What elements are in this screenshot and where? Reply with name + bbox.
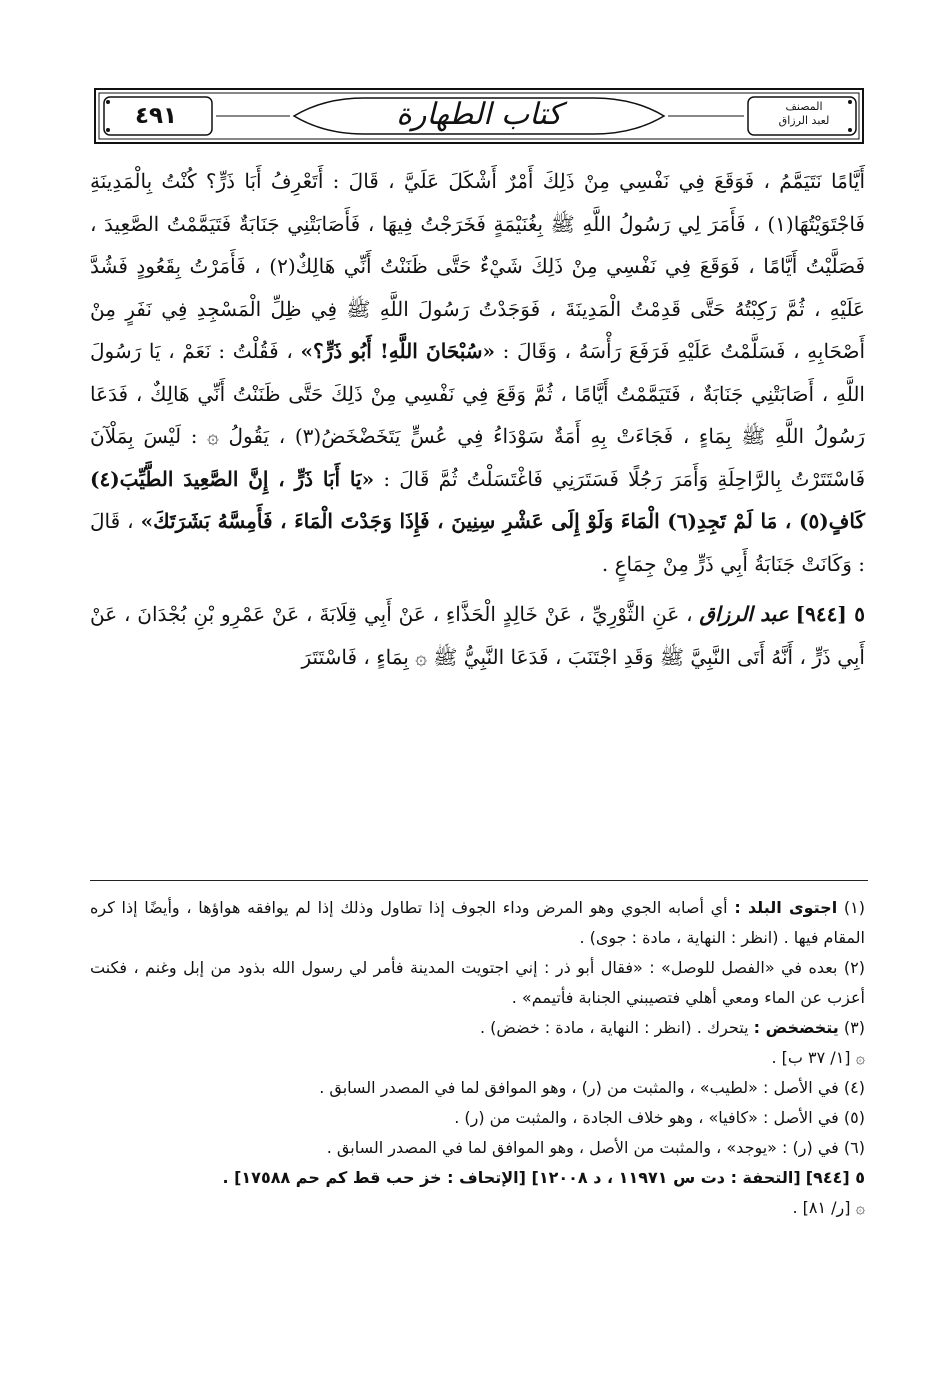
footnote-item [90,893,865,953]
footnote-marker: (٤) [843,1078,865,1097]
page-number: ٤٩١ [134,103,178,129]
footnote-text: [التحفة : دت س ١١٩٧١ ، د ١٢٠٠٨] [الإتحاف : خز حب قط كم حم ١٧٥٨٨] . [222,1168,801,1187]
footnote-item [90,1133,865,1163]
main-text [90,160,865,678]
footnote-text: [١/ ٣٧ ب] . [771,1048,851,1067]
footnote-marker: (٦) [843,1138,865,1157]
footnote-marker: (١) [843,898,865,917]
footnote-marker: ۞ [855,1198,865,1217]
footnote-text: يتحرك . (انظر : النهاية ، مادة : خضض) . [479,1018,749,1037]
footnote-text: في الأصل : «لطيب» ، والمثبت من (ر) ، وهو الموافق لما في المصدر السابق . [319,1078,839,1097]
footnote-text: أي أصابه الجوي وهو المرض وداء الجوف إذا تطاول وذلك إذا لم يوافقه هواؤها ، وأيضًا إذا كره المقام فيها . (انظر : النهاية ، مادة : جوى) . [90,898,865,947]
footnote-marker: (٣) [843,1018,865,1037]
chapter-title: كتاب الطهارة [396,97,562,132]
footnote-item [90,1163,865,1193]
footnote-marker: ۞ [855,1048,865,1067]
footnote-item [90,1103,865,1133]
footnote-text: بعده في «الفصل للوصل» : «فقال أبو ذر : إني اجتويت المدينة فأمر لي رسول الله بذود من إبل وغنم ، فكنت أعزب عن الماء ومعي أهلي فتصيبني الجنابة فأتيمم» . [90,958,865,1007]
footnote-marker: ٥ [٩٤٤] [805,1168,865,1187]
hadith-943-narration-end: ، قَالَ : وَكَانَتْ جَنَابَةُ أَبِي ذَرٍّ مِنْ جِمَاعٍ . [90,509,865,576]
book-logo-line2: لعبد الرزاق [778,114,830,127]
hadith-number: ٥ [٩٤٤] [795,602,865,626]
footnote-divider [90,880,868,881]
prophet-speech-1: «سُبْحَانَ اللَّهِ! أَبُو ذَرٍّ؟» [300,339,496,363]
book-logo-line1: المصنف [785,100,823,113]
footnote-text: [ر/ ٨١] . [792,1198,851,1217]
footnote-item [90,1073,865,1103]
footnote-text: في (ر) : «يوجد» ، والمثبت من الأصل ، وهو الموافق لما في المصدر السابق . [326,1138,839,1157]
hadith-944 [90,593,865,678]
footnote-marker: (٥) [843,1108,865,1127]
footnote-term: يتخضخض : [753,1018,839,1037]
hadith-943-body [90,160,865,585]
footnotes [90,893,865,1223]
hadith-author: عبد الرزاق [699,602,789,626]
book-logo [754,94,854,138]
footnote-item [90,1193,865,1223]
footnote-term: اجتوى البلد : [734,898,838,917]
footnote-item [90,1043,865,1073]
footnote-item [90,953,865,1013]
footnote-text: في الأصل : «كافيا» ، وهو خلاف الجادة ، والمثبت من (ر) . [454,1108,839,1127]
footnote-item [90,1013,865,1043]
footnote-marker: (٢) [843,958,865,977]
running-header [94,88,864,144]
hadith-944-chain: ، عَنِ الثَّوْرِيِّ ، عَنْ خَالِدٍ الْحَذَّاءِ ، عَنْ أَبِي قِلَابَةَ ، عَنْ عَمْرِو بْنِ بُجْدَانَ ، عَنْ أَبِي ذَرٍّ ، أَنَّهُ أَتَى النَّبِيَّ ﷺ وَقَدِ اجْتَنَبَ ، فَدَعَا النَّبِيُّ ﷺ ۞ بِمَاءٍ ، فَاسْتَتَرَ [90,602,865,669]
hadith-943-narration-cont: ، فَقُلْتُ : نَعَمْ ، يَا رَسُولَ اللَّهِ ، أَصَابَتْنِي جَنَابَةٌ ، فَتَيَمَّمْتُ أَيَّامًا ، ثُمَّ وَقَعَ فِي نَفْسِي مِنْ ذَلِكَ حَتَّى ظَنَنْتُ أَنِّي هَالِكٌ ، فَدَعَا رَسُولُ اللَّهِ ﷺ بِمَاءٍ ، فَجَاءَتْ بِهِ أَمَةٌ سَوْدَاءُ فِي عُسٍّ يَتَخَضْخَضُ(٣) ، يَقُولُ ۞ : لَيْسَ بِمَلْآنَ فَاسْتَتَرْتُ بِالرَّاحِلَةِ وَأَمَرَ رَجُلًا فَسَتَرَنِي فَاغْتَسَلْتُ ثُمَّ قَالَ : [90,339,866,491]
hadith-943-narration: أَيَّامًا نَتَيَمَّمُ ، فَوَقَعَ فِي نَفْسِي مِنْ ذَلِكَ أَمْرٌ أَشْكَلَ عَلَيَّ ، قَالَ : أَتَعْرِفُ أَبَا ذَرٍّ؟ كُنْتُ بِالْمَدِينَةِ فَاجْتَوَيْتُهَا(١) ، فَأَمَرَ لِي رَسُولُ اللَّهِ ﷺ بِغُنَيْمَةٍ فَخَرَجْتُ فِيهَا ، فَأَصَابَتْنِي جَنَابَةٌ فَتَيَمَّمْتُ الصَّعِيدَ ، فَصَلَّيْتُ أَيَّامًا ، فَوَقَعَ فِي نَفْسِي مِنْ ذَلِكَ شَيْءٌ حَتَّى ظَنَنْتُ أَنِّي هَالِكٌ(٢) ، فَأَمَرْتُ بِقَعُودٍ فَشُدَّ عَلَيْهِ ، ثُمَّ رَكِبْتُهُ حَتَّى قَدِمْتُ الْمَدِينَةَ ، فَوَجَدْتُ رَسُولَ اللَّهِ ﷺ فِي ظِلِّ الْمَسْجِدِ فِي نَفَرٍ مِنْ أَصْحَابِهِ ، فَسَلَّمْتُ عَلَيْهِ فَرَفَعَ رَأْسَهُ ، وَقَالَ : [90,169,866,363]
prophet-speech-2: «يَا أَبَا ذَرٍّ ، إِنَّ الصَّعِيدَ الطَّيِّبَ(٤) كَافٍ(٥) ، مَا لَمْ تَجِدِ(٦) الْمَاءَ وَلَوْ إِلَى عَشْرِ سِنِينَ ، فَإِذَا وَجَدْتَ الْمَاءَ ، فَأَمِسَّهُ بَشَرَتَكَ» [90,466,865,533]
